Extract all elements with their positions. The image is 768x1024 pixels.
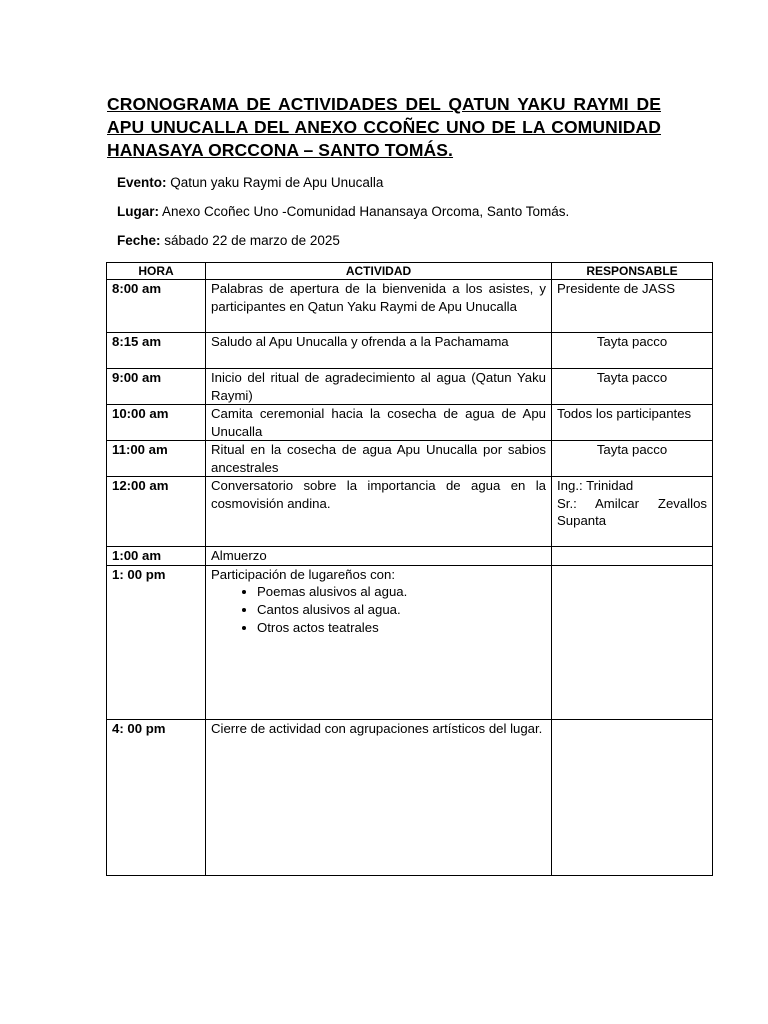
responsable-cell: Tayta pacco xyxy=(552,441,713,477)
hora-cell: 1:00 am xyxy=(107,547,206,566)
responsable-line: Ing.: Trinidad xyxy=(557,478,634,493)
table-row xyxy=(107,441,713,477)
actividad-cell: Ritual en la cosecha de agua Apu Unucalla por sabios ancestrales xyxy=(206,441,552,477)
feche-line xyxy=(117,232,340,250)
bullet-list xyxy=(211,583,546,637)
header-responsable: RESPONSABLE xyxy=(552,263,713,280)
responsable-cell: Presidente de JASS xyxy=(552,280,713,333)
actividad-cell: Almuerzo xyxy=(206,547,552,566)
header-actividad: ACTIVIDAD xyxy=(206,263,552,280)
actividad-cell: Cierre de actividad con agrupaciones artísticos del lugar. xyxy=(206,719,552,875)
actividad-cell: Inicio del ritual de agradecimiento al agua (Qatun Yaku Raymi) xyxy=(206,369,552,405)
table-row xyxy=(107,719,713,875)
hora-cell: 9:00 am xyxy=(107,369,206,405)
list-item: • Poemas alusivos al agua. xyxy=(257,583,546,601)
responsable-cell xyxy=(552,565,713,719)
table-row xyxy=(107,280,713,333)
table-row xyxy=(107,405,713,441)
hora-cell: 4: 00 pm xyxy=(107,719,206,875)
actividad-cell: Conversatorio sobre la importancia de agua en la cosmovisión andina. xyxy=(206,477,552,547)
responsable-cell xyxy=(552,547,713,566)
feche-label: Feche: xyxy=(117,233,161,248)
actividad-cell: Palabras de apertura de la bienvenida a los asistes, y participantes en Qatun Yaku Raymi de Apu Unucalla xyxy=(206,280,552,333)
responsable-cell: Todos los participantes xyxy=(552,405,713,441)
table-row xyxy=(107,565,713,719)
hora-cell: 8:00 am xyxy=(107,280,206,333)
evento-value: Qatun yaku Raymi de Apu Unucalla xyxy=(166,175,384,190)
actividad-cell: Saludo al Apu Unucalla y ofrenda a la Pachamama xyxy=(206,333,552,369)
responsable-cell xyxy=(552,719,713,875)
responsable-cell: Tayta pacco xyxy=(552,369,713,405)
responsable-cell: Tayta pacco xyxy=(552,333,713,369)
hora-cell: 1: 00 pm xyxy=(107,565,206,719)
actividad-cell xyxy=(206,565,552,719)
responsable-line: Sr.: Amilcar Zevallos Supanta xyxy=(557,495,707,528)
responsable-cell xyxy=(552,477,713,547)
table-row xyxy=(107,477,713,547)
table-row xyxy=(107,369,713,405)
feche-value: sábado 22 de marzo de 2025 xyxy=(160,233,340,248)
evento-label: Evento: xyxy=(117,175,167,190)
list-item: • Otros actos teatrales xyxy=(257,619,546,637)
hora-cell: 11:00 am xyxy=(107,441,206,477)
document-title: CRONOGRAMA DE ACTIVIDADES DEL QATUN YAKU RAYMI DE APU UNUCALLA DEL ANEXO CCOÑEC UNO DE LA COMUNIDAD HANASAYA ORCCONA – SANTO TOMÁS. xyxy=(107,94,661,160)
lugar-label: Lugar: xyxy=(117,204,159,219)
list-item: • Cantos alusivos al agua. xyxy=(257,601,546,619)
actividad-cell: Camita ceremonial hacia la cosecha de agua de Apu Unucalla xyxy=(206,405,552,441)
actividad-intro: Participación de lugareños con: xyxy=(211,566,396,582)
header-hora: HORA xyxy=(107,263,206,280)
table-row xyxy=(107,333,713,369)
evento-line xyxy=(117,174,383,192)
hora-cell: 8:15 am xyxy=(107,333,206,369)
lugar-line xyxy=(117,203,569,221)
table-row xyxy=(107,547,713,566)
hora-cell: 10:00 am xyxy=(107,405,206,441)
schedule-table xyxy=(106,262,713,876)
lugar-value: Anexo Ccoñec Uno -Comunidad Hanansaya Orcoma, Santo Tomás. xyxy=(159,204,570,219)
hora-cell: 12:00 am xyxy=(107,477,206,547)
table-header-row xyxy=(107,263,713,280)
